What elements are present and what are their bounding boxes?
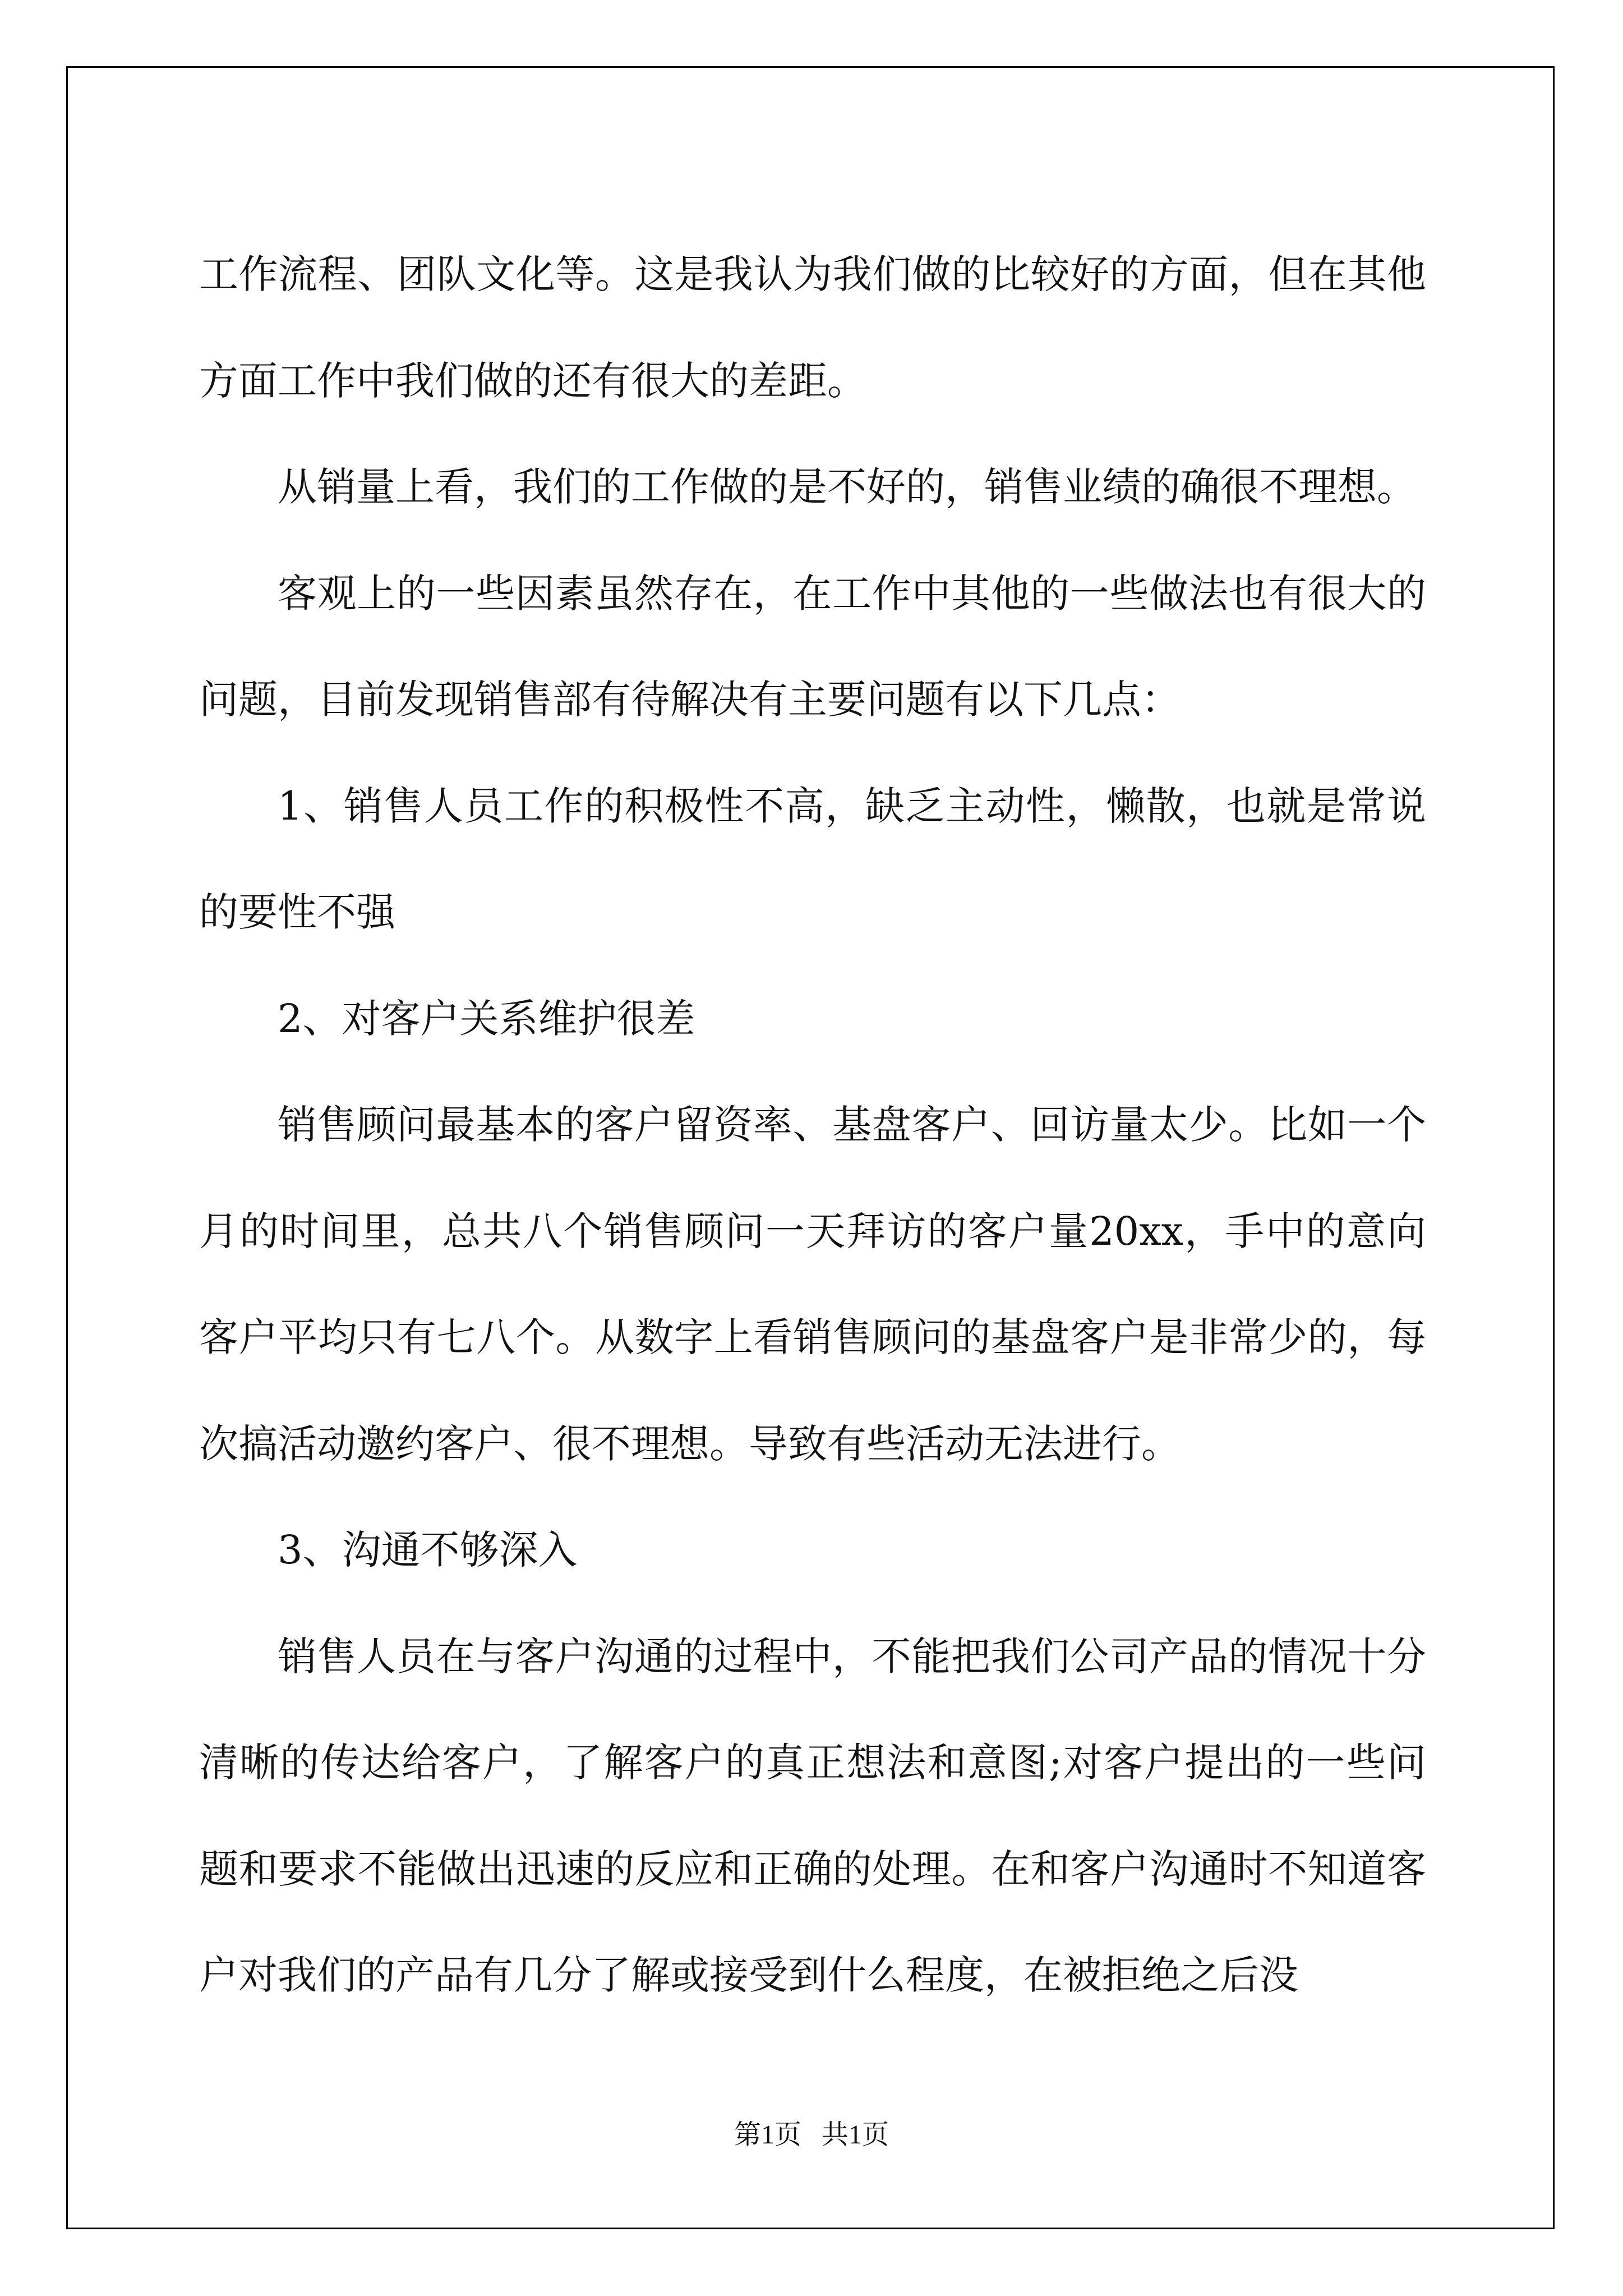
paragraph-problems-intro: 客观上的一些因素虽然存在，在工作中其他的一些做法也有很大的问题，目前发现销售部有待解决有主要问题有以下几点： <box>199 570 1426 723</box>
paragraph-continuation: 工作流程、团队文化等。这是我认为我们做的比较好的方面，但在其他方面工作中我们做的还有很大的差距。 <box>199 251 1426 404</box>
paragraph-point-1: 1、销售人员工作的积极性不高，缺乏主动性，懒散，也就是常说的要性不强 <box>199 783 1426 935</box>
paragraph-sales-volume: 从销量上看，我们的工作做的是不好的，销售业绩的确很不理想。 <box>278 464 1416 510</box>
page-footer: 第1页 共1页 <box>734 2120 889 2150</box>
document-body <box>199 222 1426 2029</box>
paragraph-point-3-heading: 3、沟通不够深入 <box>278 1527 578 1573</box>
paragraph-point-2-detail: 销售顾问最基本的客户留资率、基盘客户、回访量太少。比如一个月的时间里，总共八个销售顾问一天拜访的客户量20xx，手中的意向客户平均只有七八个。从数字上看销售顾问的基盘客户是非常少的，每次搞活动邀约客户、很不理想。导致有些活动无法进行。 <box>199 1102 1426 1467</box>
paragraph-point-2-heading: 2、对客户关系维护很差 <box>278 995 695 1042</box>
paragraph-point-3-detail: 销售人员在与客户沟通的过程中，不能把我们公司产品的情况十分清晰的传达给客户，了解客户的真正想法和意图;对客户提出的一些问题和要求不能做出迅速的反应和正确的处理。在和客户沟通时不知道客户对我们的产品有几分了解或接受到什么程度，在被拒绝之后没 <box>199 1633 1426 1998</box>
